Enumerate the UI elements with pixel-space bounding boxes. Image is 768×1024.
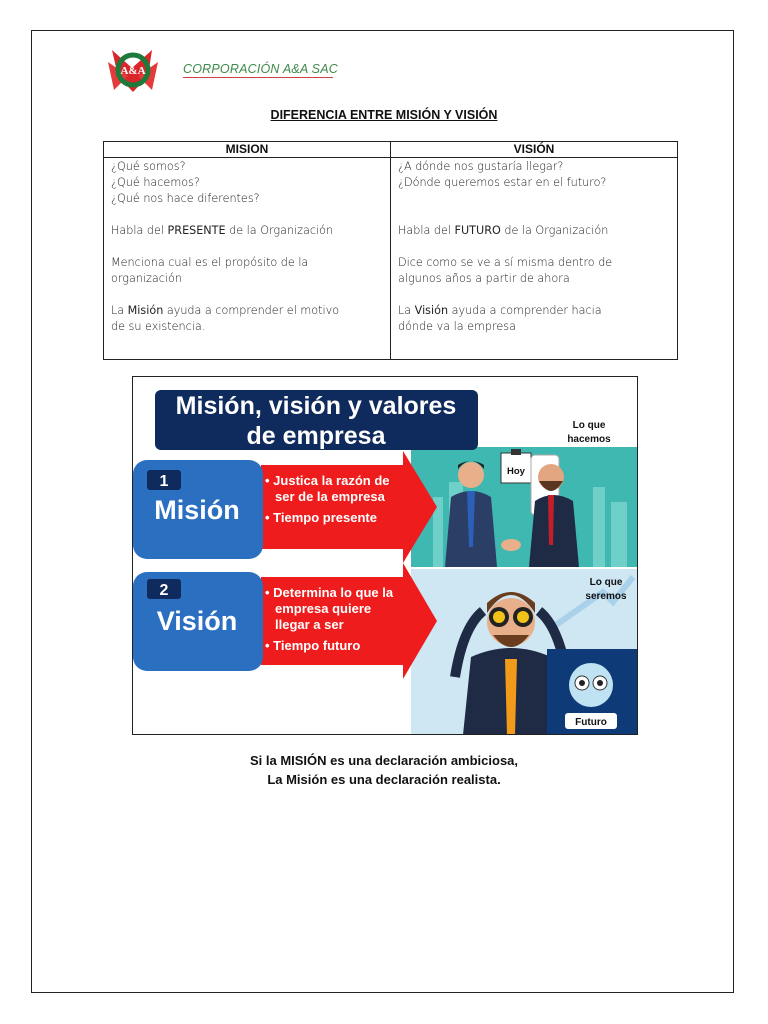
mission-number: 1 [159, 473, 169, 490]
logo-text: A&A [120, 65, 146, 77]
document-title: DIFERENCIA ENTRE MISIÓN Y VISIÓN [270, 108, 498, 122]
mission-tag-bottom: hacemos [567, 434, 611, 445]
today-sign: Hoy [507, 466, 525, 477]
mision-question: ¿Qué nos hace diferentes? [111, 192, 260, 205]
company-underline [183, 77, 333, 78]
mision-present-text: Habla del PRESENTE de la Organización [111, 224, 334, 237]
mision-purpose-line1: Menciona cual es el propósito de la [111, 256, 309, 269]
mission-label: Misión [154, 495, 240, 525]
vision-question: ¿A dónde nos gustaría llegar? [398, 160, 564, 173]
vision-number: 2 [159, 582, 169, 599]
mision-question: ¿Qué hacemos? [111, 176, 200, 189]
vision-future-text: Habla del FUTURO de la Organización [398, 224, 609, 237]
vision-describe-line2: algunos años a partir de ahora [398, 272, 570, 285]
vision-bullet-line4: • Tiempo futuro [265, 638, 361, 653]
vision-bullet-line3: llegar a ser [275, 617, 344, 632]
table-header-vision: VISIÓN [391, 142, 678, 158]
infographic-title-line1: Misión, visión y valores [175, 392, 457, 420]
mission-tag-top: Lo que [572, 420, 606, 431]
infographic [132, 376, 638, 735]
future-badge-label: Futuro [575, 717, 607, 728]
vision-cell [391, 158, 678, 360]
mision-cell [104, 158, 391, 360]
mision-question: ¿Qué somos? [111, 160, 186, 173]
mission-arrow [261, 451, 437, 563]
mission-bullet-line2: ser de la empresa [275, 489, 385, 504]
table-header-mision: MISION [104, 142, 391, 158]
footer-line2: La Misión es una declaración realista. [267, 772, 501, 787]
vision-help-line2: dónde va la empresa [398, 320, 516, 333]
mission-bullet-line3: • Tiempo presente [265, 510, 377, 525]
mision-purpose-line2: organización [111, 272, 182, 285]
comparison-table [103, 141, 678, 360]
vision-help-line1: La Visión ayuda a comprender hacia [398, 304, 602, 317]
company-logo [104, 46, 162, 96]
footer-line1: Si la MISIÓN es una declaración ambiciosa, [249, 753, 519, 768]
vision-label: Visión [156, 606, 238, 636]
infographic-title-line2: de empresa [246, 422, 386, 450]
mision-help-line1: La Misión ayuda a comprender el motivo [111, 304, 340, 317]
vision-tag-bottom: seremos [585, 591, 627, 602]
vision-describe-line1: Dice como se ve a sí misma dentro de [398, 256, 613, 269]
vision-tag-top: Lo que [589, 577, 623, 588]
vision-bullet-line2: empresa quiere [275, 601, 372, 616]
mission-bullet-line1: • Justica la razón de [265, 473, 390, 488]
mision-help-line2: de su existencia. [111, 320, 206, 333]
vision-bullet-line1: • Determina lo que la [265, 585, 394, 600]
company-name: CORPORACIÓN A&A SAC [183, 62, 338, 76]
vision-question: ¿Dónde queremos estar en el futuro? [398, 176, 607, 189]
